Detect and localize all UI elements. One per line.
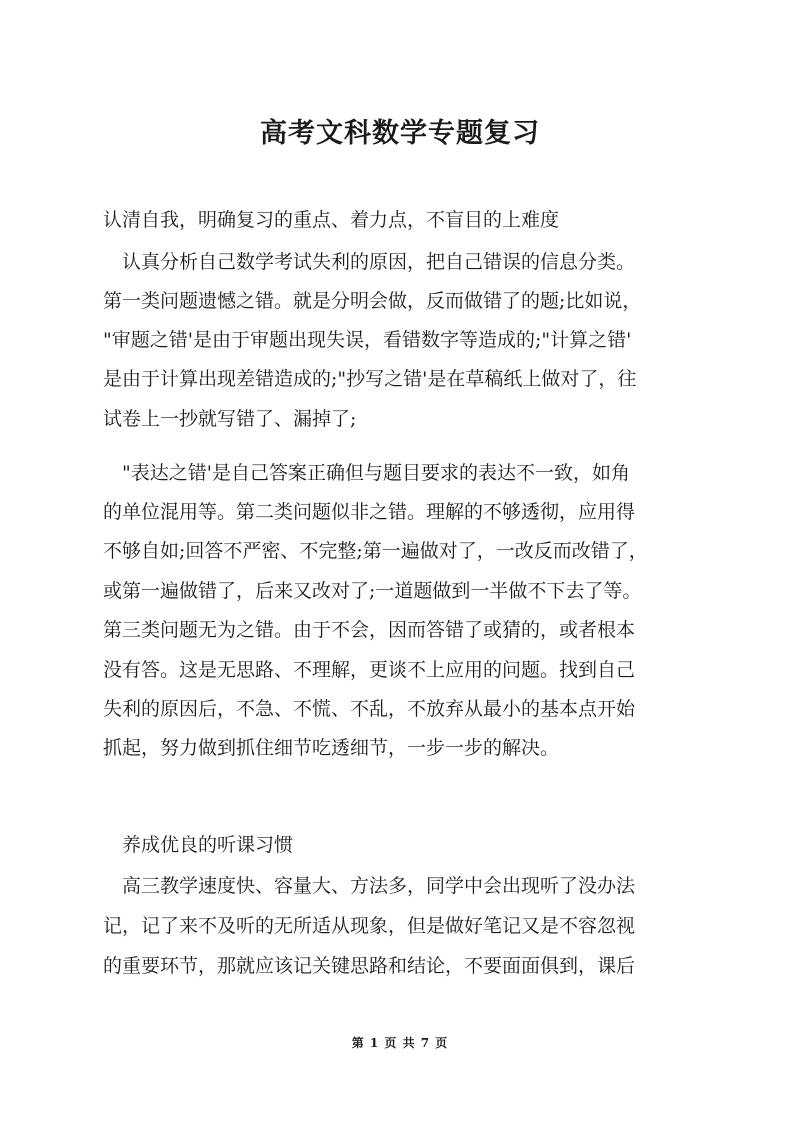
body-line-18: 的重要环节，那就应该记关键思路和结论，不要面面俱到，课后 — [103, 955, 636, 977]
page-footer: 第 1 页 共 7 页 — [351, 1036, 449, 1050]
body-line-12: 没有答。这是无思路、不理解，更谈不上应用的问题。找到自己 — [103, 659, 636, 681]
body-line-17: 记，记了来不及听的无所适从现象，但是做好笔记又是不容忽视 — [103, 915, 636, 937]
section-heading: 养成优良的听课习惯 — [103, 834, 294, 856]
body-line-5: 是由于计算出现差错造成的;"抄写之错'是在草稿纸上做对了，往 — [103, 368, 637, 390]
body-line-11: 第三类问题无为之错。由于不会，因而答错了或猜的，或者根本 — [103, 619, 636, 641]
body-line-6: 试卷上一抄就写错了、漏掉了; — [103, 408, 357, 430]
body-line-10: 或第一遍做错了，后来又改对了;一道题做到一半做不下去了等。 — [103, 580, 642, 602]
body-line-14: 抓起，努力做到抓住细节吃透细节，一步一步的解决。 — [103, 737, 560, 759]
body-line-4: "审题之错'是由于审题出现失误，看错数字等造成的;"计算之错' — [103, 329, 632, 351]
body-line-16: 高三教学速度快、容量大、方法多，同学中会出现听了没办法 — [103, 875, 636, 897]
body-line-8: 的单位混用等。第二类问题似非之错。理解的不够透彻，应用得 — [103, 501, 636, 523]
body-line-7: "表达之错'是自己答案正确但与题目要求的表达不一致，如角 — [103, 462, 630, 484]
body-line-2: 认真分析自己数学考试失利的原因，把自己错误的信息分类。 — [103, 251, 636, 273]
body-line-13: 失利的原因后，不急、不慌、不乱，不放弃从最小的基本点开始 — [103, 698, 636, 720]
body-line-3: 第一类问题遗憾之错。就是分明会做，反而做错了的题;比如说， — [103, 290, 642, 312]
document-title: 高考文科数学专题复习 — [260, 118, 540, 149]
body-line-1: 认清自我，明确复习的重点、着力点，不盲目的上难度 — [103, 209, 560, 231]
body-line-9: 不够自如;回答不严密、不完整;第一遍做对了，一改反而改错了， — [103, 540, 648, 562]
